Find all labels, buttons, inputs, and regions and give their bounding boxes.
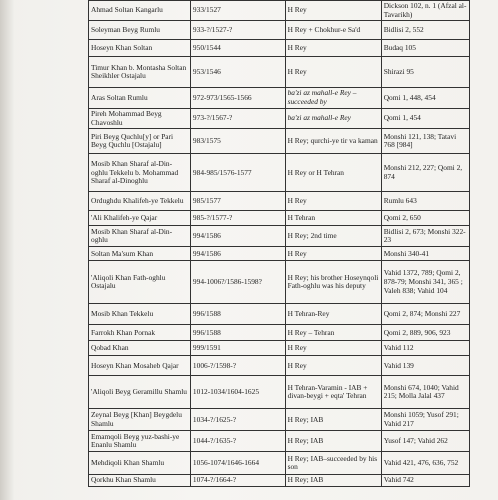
name-cell: Qobad Khan <box>89 341 191 356</box>
table-row <box>89 226 470 247</box>
name-cell: 'Aliqoli Khan Fath-oghlu Ostajalu <box>89 261 191 304</box>
source-cell: Vahid 1372, 789; Qomi 2, 878-79; Monshi 341, 365 ; Valeh 838; Vahid 104 <box>381 261 469 304</box>
source-cell: Monshi 340-41 <box>381 247 469 261</box>
office-cell: H Rey; 2nd time <box>285 226 381 247</box>
table-row <box>89 409 470 431</box>
source-cell: Qomi 2, 874; Monshi 227 <box>381 304 469 325</box>
date-cell: 953/1546 <box>190 57 285 88</box>
name-cell: Qorkhu Khan Shamlu <box>89 475 191 487</box>
office-cell: H Rey <box>285 1 381 21</box>
table-row <box>89 304 470 325</box>
page-gutter-shadow <box>0 0 14 500</box>
source-cell: Qomi 1, 448, 454 <box>381 88 469 108</box>
name-cell: Ahmad Soltan Kangarlu <box>89 1 191 21</box>
date-cell: 933-?/1527-? <box>190 21 285 40</box>
table-row <box>89 211 470 226</box>
table-row <box>89 431 470 452</box>
office-cell: H Rey – Tehran <box>285 325 381 341</box>
date-cell: 1056-1074/1646-1664 <box>190 452 285 475</box>
office-cell: H Rey; his brother Hoseynqoli Fath-oghlu was his deputy <box>285 261 381 304</box>
date-cell: 983/1575 <box>190 129 285 154</box>
source-cell: Monshi 121, 138; Tatavi 768 [984] <box>381 129 469 154</box>
source-cell: Monshi 212, 227; Qomi 2, 874 <box>381 154 469 192</box>
source-cell: Yusof 147; Vahid 262 <box>381 431 469 452</box>
name-cell: Pireh Mohammad Beyg Chavoshlu <box>89 108 191 128</box>
name-cell: 'Ali Khalifeh-ye Qajar <box>89 211 191 226</box>
date-cell: 994/1586 <box>190 226 285 247</box>
source-cell: Vahid 112 <box>381 341 469 356</box>
table-row <box>89 341 470 356</box>
name-cell: Farrokh Khan Pornak <box>89 325 191 341</box>
office-cell: H Rey; qurchi-ye tir va kaman <box>285 129 381 154</box>
date-cell: 996/1588 <box>190 325 285 341</box>
name-cell: Emamqoli Beyg yuz-bashi-ye Enanlu Shamlu <box>89 431 191 452</box>
office-cell: H Rey <box>285 192 381 211</box>
name-cell: Zeynal Beyg [Khan] Beygdelu Shamlu <box>89 409 191 431</box>
date-cell: 1006-?/1598-? <box>190 356 285 376</box>
date-cell: 1012-1034/1604-1625 <box>190 376 285 409</box>
source-cell: Vahid 139 <box>381 356 469 376</box>
date-cell: 994-1006?/1586-1598? <box>190 261 285 304</box>
table-row <box>89 57 470 88</box>
source-cell: Vahid 742 <box>381 475 469 487</box>
table-row <box>89 376 470 409</box>
office-cell: ba'zi az mahall-e Rey – succeeded by <box>285 88 381 108</box>
office-cell: H Rey <box>285 57 381 88</box>
source-cell: Budaq 105 <box>381 40 469 57</box>
table-row <box>89 1 470 21</box>
source-cell: Shirazi 95 <box>381 57 469 88</box>
office-cell: H Rey <box>285 40 381 57</box>
date-cell: 985-?/1577-? <box>190 211 285 226</box>
table-body <box>89 1 470 487</box>
office-cell: H Tehran-Varamin - IAB + divan-beygi + eqta' Tehran <box>285 376 381 409</box>
office-cell: H Rey <box>285 356 381 376</box>
office-cell: H Rey; IAB <box>285 431 381 452</box>
date-cell: 933/1527 <box>190 1 285 21</box>
office-cell: H Rey; IAB <box>285 475 381 487</box>
date-cell: 999/1591 <box>190 341 285 356</box>
date-cell: 950/1544 <box>190 40 285 57</box>
name-cell: Timur Khan b. Montasha Soltan Sheikhler Ostajalu <box>89 57 191 88</box>
date-cell: 984-985/1576-1577 <box>190 154 285 192</box>
source-cell: Bidlisi 2, 673; Monshi 322-23 <box>381 226 469 247</box>
table-row <box>89 88 470 108</box>
source-cell: Vahid 421, 476, 636, 752 <box>381 452 469 475</box>
office-cell: H Tehran <box>285 211 381 226</box>
name-cell: Mosib Khan Tekkelu <box>89 304 191 325</box>
office-cell: H Rey; IAB <box>285 409 381 431</box>
table-row <box>89 154 470 192</box>
name-cell: Soleyman Beyg Rumlu <box>89 21 191 40</box>
date-cell: 972-973/1565-1566 <box>190 88 285 108</box>
office-cell: H Rey <box>285 247 381 261</box>
source-cell: Monshi 1059; Yusof 291; Vahid 217 <box>381 409 469 431</box>
source-cell: Dickson 102, n. 1 (Afzal al-Tavarikh) <box>381 1 469 21</box>
table-row <box>89 192 470 211</box>
table-row <box>89 325 470 341</box>
date-cell: 1034-?/1625-? <box>190 409 285 431</box>
source-cell: Qomi 2, 889, 906, 923 <box>381 325 469 341</box>
source-cell: Monshi 674, 1040; Vahid 215; Molla Jalal 437 <box>381 376 469 409</box>
office-cell: ba'zi az mahall-e Rey <box>285 108 381 128</box>
name-cell: Hoseyn Khan Soltan <box>89 40 191 57</box>
name-cell: Mehdiqoli Khan Shamlu <box>89 452 191 475</box>
source-cell: Qomi 2, 650 <box>381 211 469 226</box>
date-cell: 973-?/1567-? <box>190 108 285 128</box>
governors-table <box>88 0 470 487</box>
source-cell: Qomi 1, 454 <box>381 108 469 128</box>
name-cell: Mosib Khan Sharaf al-Din-oghlu <box>89 226 191 247</box>
date-cell: 1044-?/1635-? <box>190 431 285 452</box>
table-row <box>89 108 470 128</box>
date-cell: 994/1586 <box>190 247 285 261</box>
name-cell: Ordughdu Khalifeh-ye Tekkelu <box>89 192 191 211</box>
table-row <box>89 21 470 40</box>
table-row <box>89 247 470 261</box>
date-cell: 985/1577 <box>190 192 285 211</box>
name-cell: Piri Beyg Quchlu[y] or Pari Beyg Quchlu [Ostajalu] <box>89 129 191 154</box>
office-cell: H Rey <box>285 341 381 356</box>
date-cell: 1074-?/1664-? <box>190 475 285 487</box>
source-cell: Bidlisi 2, 552 <box>381 21 469 40</box>
table-row <box>89 40 470 57</box>
table-row <box>89 452 470 475</box>
table-row <box>89 261 470 304</box>
source-cell: Rumlu 643 <box>381 192 469 211</box>
office-cell: H Rey + Chokhur-e Sa'd <box>285 21 381 40</box>
table-row <box>89 475 470 487</box>
name-cell: 'Aliqoli Beyg Geramillu Shamlu <box>89 376 191 409</box>
table-row <box>89 129 470 154</box>
name-cell: Soltan Ma'sum Khan <box>89 247 191 261</box>
name-cell: Mosib Khan Sharaf al-Din-oghlu Tekkelu b. Mohammad Sharaf al-Dinoghlu <box>89 154 191 192</box>
name-cell: Aras Soltan Rumlu <box>89 88 191 108</box>
date-cell: 996/1588 <box>190 304 285 325</box>
name-cell: Hoseyn Khan Mosaheb Qajar <box>89 356 191 376</box>
office-cell: H Tehran-Rey <box>285 304 381 325</box>
office-cell: H Rey; IAB–succeeded by his son <box>285 452 381 475</box>
office-cell: H Rey or H Tehran <box>285 154 381 192</box>
table-row <box>89 356 470 376</box>
